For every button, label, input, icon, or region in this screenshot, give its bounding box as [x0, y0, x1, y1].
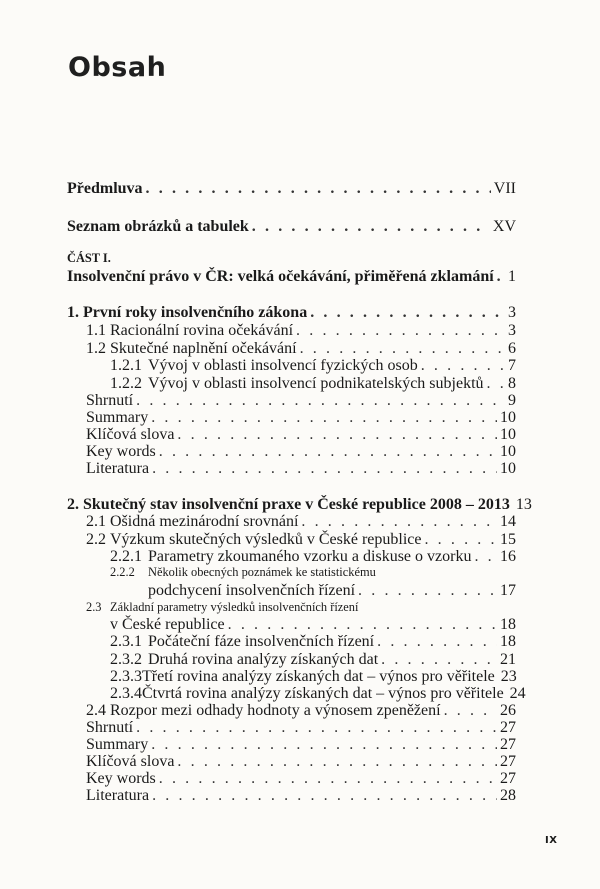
- toc-page-number: 26: [500, 702, 516, 719]
- toc-page-number: 23: [500, 668, 517, 685]
- toc-page-number: 3: [508, 304, 516, 321]
- toc-entry-text: Základní parametry výsledků insolvenčních řízení: [110, 600, 359, 614]
- leader-dots: [152, 787, 497, 805]
- toc-page-number: 7: [508, 357, 516, 374]
- toc-page-number: 27: [500, 719, 516, 736]
- toc-section-1-2[interactable]: [86, 340, 516, 358]
- leader-dots: [151, 736, 497, 754]
- toc-page-number: 10: [500, 426, 516, 443]
- toc-entry-text: Skutečné naplnění očekávání: [110, 340, 297, 357]
- toc-entry-key-words-1[interactable]: [86, 443, 516, 461]
- leader-dots: [310, 304, 505, 322]
- toc-page-number: 13: [515, 496, 532, 513]
- toc-section-1-2-2[interactable]: [110, 375, 516, 393]
- leader-dots: [159, 770, 497, 788]
- toc-page-number: 27: [500, 770, 516, 787]
- toc-section-number: 1.1: [86, 322, 106, 339]
- toc-entry-text: Literatura: [86, 787, 150, 804]
- toc-section-1-2-1[interactable]: [110, 357, 516, 375]
- toc-entry-text: Summary: [86, 409, 149, 426]
- toc-page-number: 24: [509, 685, 526, 702]
- toc-section-number: 2.3: [86, 600, 102, 614]
- toc-entry-text: v České republice: [110, 616, 225, 633]
- toc-entry-text: Literatura: [86, 460, 150, 477]
- toc-chapter-2[interactable]: [67, 496, 532, 514]
- leader-dots: [136, 719, 497, 737]
- toc-page-number: 27: [500, 753, 516, 770]
- leader-dots: [136, 392, 505, 410]
- toc-section-1-1[interactable]: [86, 322, 516, 340]
- toc-page-number: 28: [500, 787, 516, 804]
- toc-page-number: 10: [500, 409, 516, 426]
- toc-entry-text: Výzkum skutečných výsledků v České republice: [110, 531, 422, 548]
- toc-entry-shrnuti-1[interactable]: [86, 392, 516, 410]
- toc-section-2-3-first-line[interactable]: [86, 599, 358, 615]
- toc-section-2-2[interactable]: [86, 531, 516, 549]
- toc-entry-text: Summary: [86, 736, 149, 753]
- toc-entry-text: Key words: [86, 443, 156, 460]
- toc-chapter-1[interactable]: [67, 304, 516, 322]
- toc-page-number: 9: [508, 392, 516, 409]
- toc-page-number: 6: [508, 340, 516, 357]
- toc-entry-literatura-1[interactable]: [86, 460, 516, 478]
- toc-entry-seznam[interactable]: [67, 218, 516, 236]
- toc-entry-text: Vývoj v oblasti insolvencí fyzických osob: [148, 357, 418, 374]
- toc-section-2-4[interactable]: [86, 702, 516, 720]
- toc-entry-text: Rozpor mezi odhady hodnoty a výnosem zpeněžení: [110, 702, 441, 719]
- leader-dots: [381, 651, 497, 669]
- leader-dots: [474, 548, 497, 566]
- toc-entry-literatura-2[interactable]: [86, 787, 516, 805]
- toc-entry-text: Třetí rovina analýzy získaných dat – výnos pro věřitele: [142, 668, 495, 685]
- page-title: Obsah: [68, 52, 167, 83]
- toc-page-number: VII: [493, 180, 516, 197]
- toc-section-number: 2.2.2: [110, 565, 135, 579]
- leader-dots: [301, 513, 497, 531]
- toc-section-number: 2.1: [86, 513, 106, 530]
- toc-page-number: 8: [508, 375, 516, 392]
- leader-dots: [146, 180, 491, 198]
- leader-dots: [300, 340, 505, 358]
- toc-section-number: 1.2.2: [110, 375, 142, 392]
- toc-page-number: 16: [500, 548, 516, 565]
- toc-section-2-3-4[interactable]: [110, 685, 526, 703]
- toc-entry-text: Ošidná mezinárodní srovnání: [110, 513, 299, 530]
- toc-page-number: 27: [500, 736, 516, 753]
- toc-entry-text: Klíčová slova: [86, 753, 175, 770]
- toc-page-number: 10: [500, 460, 516, 477]
- toc-entry-text: Vývoj v oblasti insolvencí podnikatelských subjektů: [148, 375, 484, 392]
- toc-section-number: 2.3.3: [110, 668, 142, 685]
- toc-page-number: 14: [500, 513, 516, 530]
- toc-entry-part-1[interactable]: [67, 268, 516, 286]
- toc-entry-text: Seznam obrázků a tabulek: [67, 218, 249, 235]
- toc-section-2-1[interactable]: [86, 513, 516, 531]
- toc-page-number: 18: [500, 616, 516, 633]
- toc-entry-klicova-slova-2[interactable]: [86, 753, 516, 771]
- toc-entry-text: Čtvrtá rovina analýzy získaných dat – výnos pro věřitele: [142, 685, 504, 702]
- toc-section-number: 2.3.2: [110, 651, 142, 668]
- toc-entry-text: Insolvenční právo v ČR: velká očekávání, přiměřená zklamání: [67, 268, 494, 285]
- toc-entry-text: podchycení insolvenčních řízení: [148, 582, 356, 599]
- leader-dots: [377, 633, 497, 651]
- toc-page-number: 18: [500, 633, 516, 650]
- toc-entry-text: Racionální rovina očekávání: [110, 322, 294, 339]
- toc-section-2-2-2[interactable]: [148, 582, 516, 600]
- toc-entry-text: 1. První roky insolvenčního zákona: [67, 304, 308, 321]
- toc-entry-text: Shrnutí: [86, 392, 134, 409]
- toc-section-number: 2.4: [86, 702, 106, 719]
- toc-section-number: 1.2.1: [110, 357, 142, 374]
- leader-dots: [228, 616, 497, 634]
- leader-dots: [159, 443, 497, 461]
- leader-dots: [252, 218, 490, 236]
- leader-dots: [421, 357, 505, 375]
- toc-entry-summary-1[interactable]: [86, 409, 516, 427]
- toc-page-number: 1: [508, 268, 516, 285]
- toc-section-number: 2.2.1: [110, 548, 142, 565]
- part-label: ČÁST I.: [67, 251, 111, 265]
- toc-section-2-3[interactable]: [110, 616, 516, 634]
- toc-section-number: 2.3.4: [110, 685, 142, 702]
- toc-entry-text: Key words: [86, 770, 156, 787]
- toc-page-number: 10: [500, 443, 516, 460]
- toc-page-number: 3: [508, 322, 516, 339]
- toc-entry-text: Předmluva: [67, 180, 143, 197]
- leader-dots: [497, 268, 505, 286]
- leader-dots: [151, 409, 497, 427]
- page-folio: IX: [545, 835, 558, 846]
- toc-page-number: 21: [500, 651, 516, 668]
- toc-entry-text: Klíčová slova: [86, 426, 175, 443]
- toc-section-2-3-2[interactable]: [110, 651, 516, 669]
- leader-dots: [358, 582, 497, 600]
- toc-entry-text: Parametry zkoumaného vzorku a diskuse o vzorku: [148, 548, 472, 565]
- toc-section-number: 1.2: [86, 340, 106, 357]
- toc-entry-text: Shrnutí: [86, 719, 134, 736]
- leader-dots: [152, 460, 497, 478]
- leader-dots: [424, 531, 497, 549]
- toc-section-2-3-1[interactable]: [110, 633, 516, 651]
- leader-dots: [177, 426, 497, 444]
- toc-entry-summary-2[interactable]: [86, 736, 516, 754]
- toc-section-2-2-2-first-line[interactable]: [110, 564, 376, 580]
- toc-page-number: 15: [500, 531, 516, 548]
- toc-section-number: 2.3.1: [110, 633, 142, 650]
- toc-entry-text: 2. Skutečný stav insolvenční praxe v České republice 2008 – 2013: [67, 496, 510, 513]
- toc-entry-text: Několik obecných poznámek ke statistickému: [148, 565, 376, 579]
- toc-section-number: 2.2: [86, 531, 106, 548]
- leader-dots: [177, 753, 497, 771]
- toc-page-number: XV: [492, 218, 516, 235]
- toc-entry-key-words-2[interactable]: [86, 770, 516, 788]
- toc-entry-shrnuti-2[interactable]: [86, 719, 516, 737]
- toc-entry-predmluva[interactable]: [67, 180, 516, 198]
- toc-entry-text: Druhá rovina analýzy získaných dat: [148, 651, 379, 668]
- toc-entry-klicova-slova-1[interactable]: [86, 426, 516, 444]
- leader-dots: [487, 375, 505, 393]
- toc-entry-text: Počáteční fáze insolvenčních řízení: [148, 633, 375, 650]
- leader-dots: [296, 322, 505, 340]
- leader-dots: [444, 702, 497, 720]
- toc-page-number: 17: [500, 582, 516, 599]
- toc-section-2-3-3[interactable]: [110, 668, 516, 686]
